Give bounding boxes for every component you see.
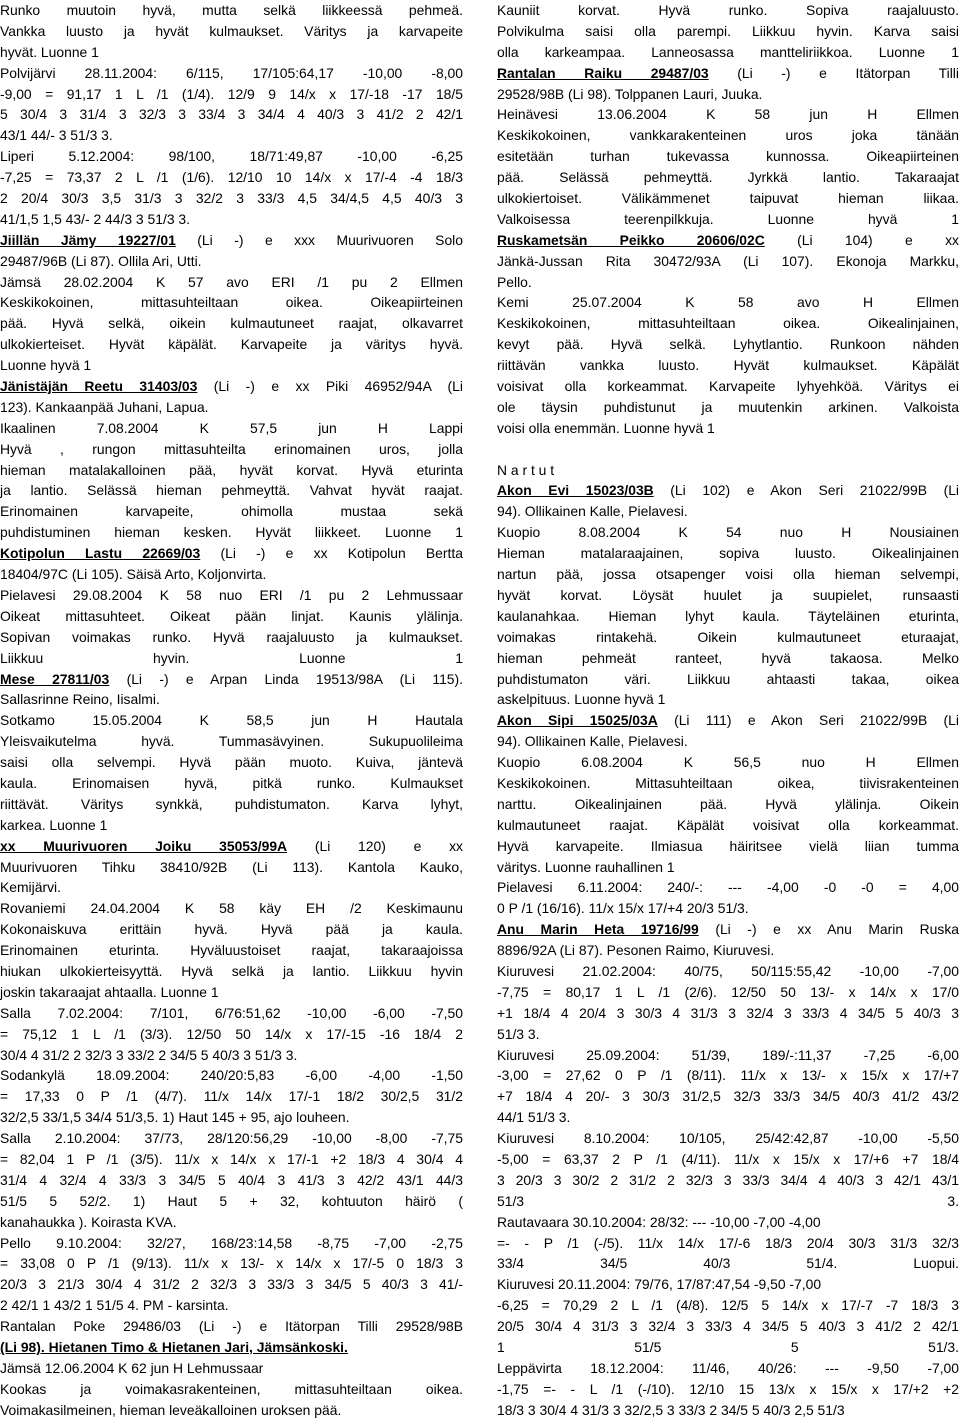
- left-text-line: Luonne hyvä 1: [0, 357, 92, 374]
- left-text-line: Jämsä 12.06.2004 K 62 jun H Lehmussaar: [0, 1359, 264, 1376]
- entry-remainder: (Li -) e xx Kotipolun Bertta: [200, 545, 463, 562]
- left-text-line: Voimakasilmeinen, hieman leveäkalloinen uroksen pää.: [0, 1401, 342, 1418]
- right-text-line: Leppävirta 18.12.2004: 11/46, 40/26: --- -9,50 -7,00: [497, 1359, 959, 1376]
- left-text-line: 43/1 44/- 3 51/3 3.: [0, 127, 113, 144]
- left-text-line: Runko muutoin hyvä, mutta selkä liikkeessä pehmeä.: [0, 2, 463, 18]
- right-text-line: Keskikokoinen, vankkarakenteinen uros joka tänään: [497, 127, 959, 144]
- right-text-line: Hieman matalaraajainen, sopiva luusto. Oikealinjainen: [497, 545, 959, 562]
- dog-name: Rantalan Raiku 29487/03: [497, 64, 709, 81]
- right-text-line: riittävän vankka luusto. Hyvät kulmaukset. Käpälät: [497, 357, 959, 374]
- right-text-line: Kemi 25.07.2004 K 58 avo H Ellmen: [497, 294, 959, 311]
- right-text-line: [497, 919, 959, 940]
- left-text-line: Kemijärvi.: [0, 879, 61, 896]
- right-text-line: N a r t u t: [497, 461, 555, 478]
- right-text-line: -7,75 = 80,17 1 L /1 (2/6). 12/50 50 13/- x 14/x x 17/0: [497, 983, 959, 1000]
- right-text-line: -1,75 =- - L /1 (-/10). 12/10 15 13/x x 15/x x 17/+2 +2: [497, 1380, 959, 1397]
- left-text-line: 51/5 5 52/2. 1) Haut 5 + 32, kohtuuton häirö (: [0, 1192, 463, 1209]
- left-text-line: Rantalan Poke 29486/03 (Li -) e Itätorpan Tilli 29528/98B: [0, 1318, 463, 1335]
- right-text-line: -3,00 = 27,62 0 P /1 (8/11). 11/x x 13/- x 15/x x 17/+7: [497, 1067, 959, 1084]
- right-text-line: 94). Ollikainen Kalle, Pielavesi.: [497, 503, 688, 520]
- right-text-line: hieman pehmeät ranteet, hyvä takaosa. Melko: [497, 649, 959, 666]
- right-text-line: Keskikokoinen. Mittasuhteiltaan oikea, tiivisrakenteinen: [497, 774, 959, 791]
- right-text-line: 1 51/5 5 51/3.: [497, 1339, 959, 1355]
- right-text-line: voimakas rintakehä. Oikein kulmautuneet eturaajat,: [497, 628, 959, 645]
- left-text-line: ja lantio. Selässä hieman pehmeyttä. Vahvat hyvät raajat.: [0, 482, 463, 499]
- right-text-line: ulkokiertoiset. Välikämmenet taipuvat hieman liikaa.: [497, 190, 959, 207]
- right-text-line: 94). Ollikainen Kalle, Pielavesi.: [497, 733, 688, 750]
- right-text-line: 29528/98B (Li 98). Tolppanen Lauri, Juuka.: [497, 85, 763, 102]
- right-text-line: voisivat olla korkeammat. Karvapeite lyhyehköä. Väritys ei: [497, 378, 959, 395]
- left-text-line: Salla 7.02.2004: 7/101, 6/76:51,62 -10,00 -6,00 -7,50: [0, 1004, 463, 1021]
- left-text-line: Polvijärvi 28.11.2004: 6/115, 17/105:64,17 -10,00 -8,00: [0, 64, 463, 81]
- left-text-line: 41/1,5 1,5 43/- 2 44/3 3 51/3 3.: [0, 210, 190, 227]
- right-text-line: +1 18/4 4 20/4 3 30/3 4 31/3 3 32/4 3 33/3 4 34/5 5 40/3 3: [497, 1004, 959, 1021]
- left-text-line: Muurivuoren Tihku 38410/92B (Li 113). Kantola Kauko,: [0, 858, 463, 875]
- left-text-line: saisi olla selvempi. Hyvä pään muoto. Kuiva, jäntevä: [0, 754, 463, 771]
- right-text-line: Kuopio 6.08.2004 K 56,5 nuo H Ellmen: [497, 754, 959, 771]
- right-text-line: Kuopio 8.08.2004 K 54 nuo H Nousiainen: [497, 524, 959, 541]
- right-text-line: väritys. Luonne rauhallinen 1: [497, 858, 675, 875]
- right-text-line: Rautavaara 30.10.2004: 28/32: --- -10,00 -7,00 -4,00: [497, 1213, 821, 1230]
- right-text-line: voisi olla enemmän. Luonne hyvä 1: [497, 419, 715, 436]
- entry-remainder: (Li -) e Itätorpan Tilli: [708, 64, 959, 81]
- left-text-line: Liperi 5.12.2004: 98/100, 18/71:49,87 -10,00 -6,25: [0, 148, 463, 165]
- left-text-line: hieman matalakalloinen pää, hyvät korvat. Hyvä eturinta: [0, 461, 463, 478]
- left-text-line: Sodankylä 18.09.2004: 240/20:5,83 -6,00 -4,00 -1,50: [0, 1067, 463, 1084]
- right-text-line: 44/1 51/3 3.: [497, 1109, 571, 1126]
- right-text-line: 33/4 34/5 40/3 51/4. Luopui.: [497, 1255, 959, 1272]
- right-text-line: Hyvä karvapeite. Ilmiasua häiritsee vielä liian tumma: [497, 837, 959, 854]
- left-text-line: 123). Kankaanpää Juhani, Lapua.: [0, 398, 209, 415]
- left-text-line: [0, 1337, 463, 1358]
- right-text-line: Kauniit korvat. Hyvä runko. Sopiva raajaluusto.: [497, 2, 959, 18]
- right-text-line: [497, 439, 959, 460]
- left-text-line: 2 20/4 30/3 3,5 31/3 3 32/2 3 33/3 4,5 34/4,5 4,5 40/3 3: [0, 190, 463, 207]
- left-text-line: kaula. Erinomaisen hyvä, pitkä runko. Kulmaukset: [0, 774, 463, 791]
- left-text-line: = 75,12 1 L /1 (3/3). 12/50 50 14/x x 17/-15 -16 18/4 2: [0, 1025, 463, 1042]
- left-text-line: [0, 543, 463, 564]
- dog-name: xx Muurivuoren Joiku 35053/99A: [0, 837, 288, 854]
- left-text-line: 20/3 3 21/3 30/4 4 31/2 2 32/3 3 33/3 3 34/5 5 40/3 3 41/-: [0, 1276, 463, 1293]
- dog-name: (Li 98). Hietanen Timo & Hietanen Jari, Jämsänkoski.: [0, 1339, 348, 1355]
- left-text-line: Kokonaiskuva erittäin hyvä. Hyvä pää ja kaula.: [0, 921, 463, 938]
- right-text-line: Pello.: [497, 273, 532, 290]
- left-text-line: 2 42/1 1 43/2 1 51/5 4. PM - karsinta.: [0, 1297, 229, 1314]
- left-text-line: = 82,04 1 P /1 (3/5). 11/x x 14/x x 17/-1 +2 18/3 4 30/4 4: [0, 1150, 463, 1167]
- right-text-line: ole täysin puhdistunut ja muutenkin arkinen. Valkoista: [497, 398, 959, 415]
- entry-remainder: (Li -) e Arpan Linda 19513/98A (Li 115).: [109, 670, 463, 687]
- right-text-line: =- - P /1 (-/5). 11/x 14/x 17/-6 18/3 20/4 30/3 31/3 32/3: [497, 1234, 959, 1251]
- left-text-line: 30/4 4 31/2 2 32/3 3 33/2 2 34/5 5 40/3 3 51/3 3.: [0, 1046, 298, 1063]
- left-text-line: ulkokierteiset. Hyvät käpälät. Karvapeite ja väritys hyvä.: [0, 336, 463, 353]
- right-text-line: kaulanahkaa. Hieman lyhyt kaula. Täyteläinen eturinta,: [497, 607, 959, 624]
- entry-remainder: (Li -) e xx Anu Marin Ruska: [698, 921, 959, 938]
- left-text-line: [0, 669, 463, 690]
- right-text-line: kulmautuneet raajat. Käpälät voisivat olla korkeammat.: [497, 816, 959, 833]
- left-text-line: Sallasrinne Reino, Iisalmi.: [0, 691, 160, 708]
- right-text-line: askelpituus. Luonne hyvä 1: [497, 691, 666, 708]
- right-text-line: Kiuruvesi 25.09.2004: 51/39, 189/-:11,37 -7,25 -6,00: [497, 1046, 959, 1063]
- right-text-line: puhdistumaton väri. Liikkuu ahtaasti takaa, oikea: [497, 670, 959, 687]
- dog-name: Ruskametsän Peikko 20606/02C: [497, 231, 765, 248]
- dog-name: Jiillän Jämy 19227/01: [0, 231, 176, 248]
- right-text-line: olla karkeampaa. Lanneosassa mantteliriikkoa. Luonne 1: [497, 43, 959, 60]
- right-text-line: 3 20/3 3 30/2 2 31/2 2 32/3 3 33/3 34/4 4 40/3 3 42/1 43/1: [497, 1171, 959, 1188]
- right-text-line: 51/3 3.: [497, 1025, 540, 1042]
- entry-remainder: (Li 111) e Akon Seri 21022/99B (Li: [657, 712, 959, 729]
- left-text-line: 32/2,5 33/1,5 34/4 51/3,5. 1) Haut 145 + 95, ajo louheen.: [0, 1109, 350, 1126]
- left-text-line: -9,00 = 91,17 1 L /1 (1/4). 12/9 9 14/x x 17/-18 -17 18/5: [0, 85, 463, 102]
- left-text-line: Keskikokoinen, mittasuhteiltaan oikea. Oikeapiirteinen: [0, 294, 463, 311]
- left-column: [0, 0, 463, 1421]
- right-text-line: +7 18/4 4 20/- 3 30/3 31/2,5 32/3 33/3 34/5 40/3 41/2 43/2: [497, 1088, 959, 1105]
- left-text-line: kanahaukka ). Koirasta KVA.: [0, 1213, 177, 1230]
- right-text-line: [497, 230, 959, 251]
- left-text-line: hiukan ulkokierteisyyttä. Hyvä selkä ja lantio. Liikkuu hyvin: [0, 962, 463, 979]
- left-text-line: hyvät. Luonne 1: [0, 43, 99, 60]
- left-text-line: [0, 230, 463, 251]
- left-text-line: Sopivan voimakas runko. Hyvä raajaluusto ja kulmaukset.: [0, 628, 463, 645]
- left-text-line: Rovaniemi 24.04.2004 K 58 käy EH /2 Keskimaunu: [0, 900, 463, 917]
- right-text-line: Polvikulma saisi olla parempi. Liikkuu hyvin. Karva saisi: [497, 22, 959, 39]
- left-text-line: = 17,33 0 P /1 (4/7). 11/x 14/x 17/-1 18/2 30/2,5 31/2: [0, 1088, 463, 1105]
- right-text-line: Kiuruvesi 20.11.2004: 79/76, 17/87:47,54 -9,50 -7,00: [497, 1276, 822, 1293]
- right-column: [497, 0, 959, 1421]
- left-text-line: Pello 9.10.2004: 32/27, 168/23:14,58 -8,75 -7,00 -2,75: [0, 1234, 463, 1251]
- entry-remainder: (Li 120) e xx: [287, 837, 463, 854]
- right-text-line: 8896/92A (Li 87). Pesonen Raimo, Kiuruvesi.: [497, 942, 775, 959]
- right-text-line: Valkoisessa teerenpilkkuja. Luonne hyvä 1: [497, 210, 959, 227]
- left-text-line: 29487/96B (Li 87). Ollila Ari, Utti.: [0, 252, 202, 269]
- left-text-line: = 33,08 0 P /1 (9/13). 11/x x 13/- x 14/x x 17/-5 0 18/3 3: [0, 1255, 463, 1272]
- left-text-line: 31/4 4 32/4 4 33/3 3 34/5 5 40/4 3 41/3 3 42/2 43/1 44/3: [0, 1171, 463, 1188]
- right-text-line: hyvät korvat. Löysät huulet ja suupielet, runsaasti: [497, 586, 959, 603]
- right-text-line: [497, 63, 959, 84]
- left-text-line: joskin takaraajat ahtaalla. Luonne 1: [0, 983, 219, 1000]
- dog-name: Akon Sipi 15025/03A: [497, 712, 658, 729]
- right-text-line: [497, 710, 959, 731]
- dog-name: Anu Marin Heta 19716/99: [497, 921, 699, 938]
- right-text-line: Kiuruvesi 21.02.2004: 40/75, 50/115:55,42 -10,00 -7,00: [497, 962, 959, 979]
- right-text-line: 18/3 3 30/4 4 31/3 3 32/2,5 3 33/3 2 34/5 5 40/3 2,5 51/3: [497, 1401, 845, 1418]
- right-text-line: -6,25 = 70,29 2 L /1 (4/8). 12/5 5 14/x x 17/-7 -7 18/3 3: [497, 1297, 959, 1314]
- left-text-line: Pielavesi 29.08.2004 K 58 nuo ERI /1 pu 2 Lehmussaar: [0, 586, 463, 603]
- left-text-line: 5 30/4 3 31/4 3 32/3 3 33/4 3 34/4 4 40/3 3 41/2 2 42/1: [0, 106, 463, 123]
- right-text-line: Pielavesi 6.11.2004: 240/-: --- -4,00 -0 -0 = 4,00: [497, 879, 959, 896]
- dog-name: Akon Evi 15023/03B: [497, 482, 654, 499]
- left-text-line: Sotkamo 15.05.2004 K 58,5 jun H Hautala: [0, 712, 463, 729]
- left-text-line: pää. Hyvä selkä, oikein kulmautuneet raajat, olkavarret: [0, 315, 463, 332]
- right-text-line: esitetään turhan tukevassa kunnossa. Oikeapiirteinen: [497, 148, 959, 165]
- entry-remainder: (Li 102) e Akon Seri 21022/99B (Li: [653, 482, 959, 499]
- left-text-line: Oikeat mittasuhteet. Oikeat pään linjat. Kaunis ylälinja.: [0, 607, 463, 624]
- left-text-line: Erinomainen eturinta. Hyväluustoiset raajat, takaraajoissa: [0, 942, 463, 959]
- left-text-line: Liikkuu hyvin. Luonne 1: [0, 649, 463, 666]
- right-text-line: 20/5 30/4 4 31/3 3 32/4 3 33/3 4 34/5 5 40/3 3 41/2 2 42/1: [497, 1318, 959, 1335]
- left-text-line: -7,25 = 73,37 2 L /1 (1/6). 12/10 10 14/x x 17/-4 -4 18/3: [0, 169, 463, 186]
- right-text-line: Jänkä-Jussan Rita 30472/93A (Li 107). Ekonoja Markku,: [497, 252, 959, 269]
- right-text-line: kevyt pää. Hyvä selkä. Lyhytlantio. Runkoon nähden: [497, 336, 959, 353]
- dog-name: Mese 27811/03: [0, 670, 110, 687]
- left-text-line: Hyvä , rungon mittasuhteilta erinomainen uros, jolla: [0, 440, 463, 457]
- left-text-line: Erinomainen karvapeite, ohimolla mustaa sekä: [0, 503, 463, 520]
- entry-remainder: (Li 104) e xx: [764, 231, 959, 248]
- left-text-line: Jämsä 28.02.2004 K 57 avo ERI /1 pu 2 Ellmen: [0, 273, 463, 290]
- right-text-line: Heinävesi 13.06.2004 K 58 jun H Ellmen: [497, 106, 959, 123]
- right-text-line: Keskikokoinen, mittasuhteiltaan oikea. Oikealinjainen,: [497, 315, 959, 332]
- left-text-line: 18404/97C (Li 105). Säisä Arto, Koljonvirta.: [0, 566, 267, 583]
- entry-remainder: (Li -) e xx Piki 46952/94A (Li: [197, 378, 463, 395]
- right-text-line: nartun pää, jossa otsapenger voisi olla hieman selvempi,: [497, 566, 959, 583]
- left-text-line: Ikaalinen 7.08.2004 K 57,5 jun H Lappi: [0, 419, 463, 436]
- left-text-line: riittävät. Väritys synkkä, puhdistumaton. Karva lyhyt,: [0, 795, 463, 812]
- right-text-line: 51/3 3.: [497, 1192, 959, 1209]
- right-text-line: 0 P /1 (16/16). 11/x 15/x 17/+4 20/3 51/3.: [497, 900, 749, 917]
- right-text-line: Kiuruvesi 8.10.2004: 10/105, 25/42:42,87 -10,00 -5,50: [497, 1130, 959, 1147]
- left-text-line: Salla 2.10.2004: 37/73, 28/120:56,29 -10,00 -8,00 -7,75: [0, 1130, 463, 1147]
- right-text-line: narttu. Oikealinjainen pää. Hyvä ylälinja. Oikein: [497, 795, 959, 812]
- dog-name: Kotipolun Lastu 22669/03: [0, 545, 201, 562]
- left-text-line: Yleisvaikutelma hyvä. Tummasävyinen. Sukupuolileima: [0, 733, 463, 750]
- dog-name: Jänistäjän Reetu 31403/03: [0, 378, 198, 395]
- left-text-line: karkea. Luonne 1: [0, 816, 108, 833]
- right-text-line: [497, 480, 959, 501]
- left-text-line: [0, 836, 463, 857]
- left-text-line: puhdistuminen hieman kesken. Hyvät liikkeet. Luonne 1: [0, 524, 463, 541]
- left-text-line: [0, 376, 463, 397]
- right-text-line: -5,00 = 63,37 2 P /1 (4/11). 11/x x 15/x x 17/+6 +7 18/4: [497, 1150, 959, 1167]
- entry-remainder: (Li -) e xxx Muurivuoren Solo: [175, 231, 463, 248]
- right-text-line: pää. Selässä pehmeyttä. Jyrkkä lantio. Takaraajat: [497, 169, 959, 186]
- left-text-line: Kookas ja voimakasrakenteinen, mittasuhteiltaan oikea.: [0, 1380, 463, 1397]
- left-text-line: Vankka luusto ja hyvät kulmaukset. Väritys ja karvapeite: [0, 22, 463, 39]
